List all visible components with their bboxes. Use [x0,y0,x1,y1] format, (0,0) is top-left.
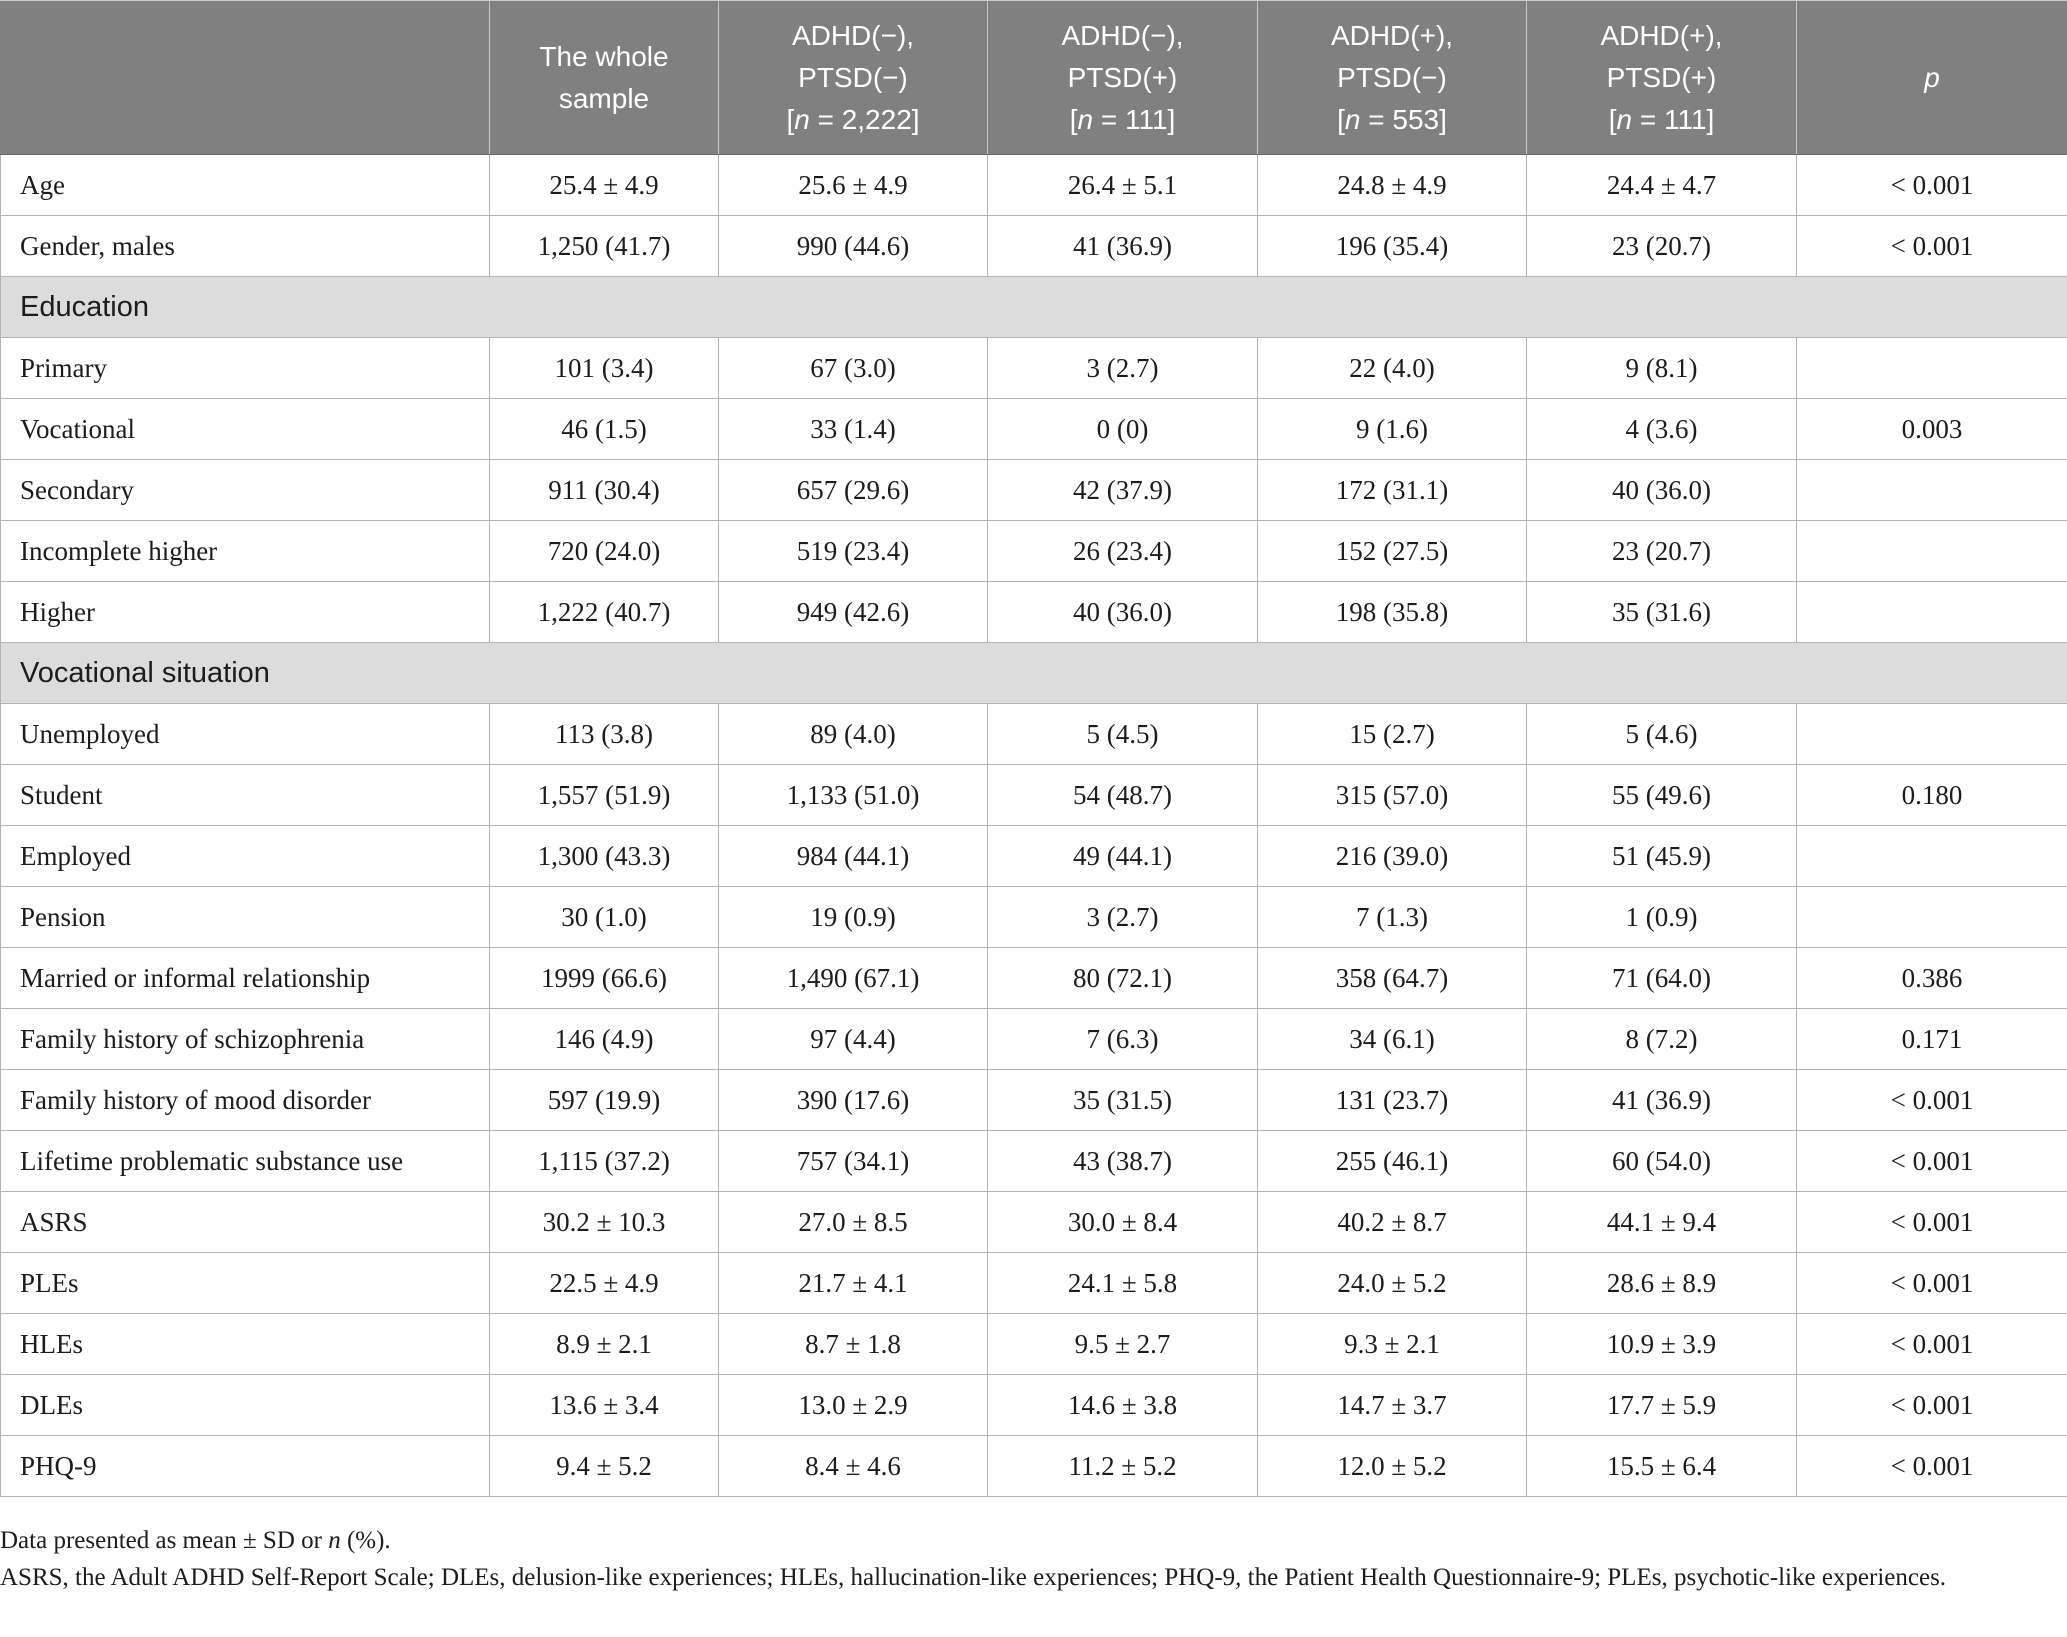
header-cell-adhd-pos-ptsd-pos [1527,1,1797,155]
cell-p-value: < 0.001 [1797,1375,2067,1436]
cell-adhd-neg-ptsd-pos: 0 (0) [988,399,1258,460]
cell-adhd-neg-ptsd-pos: 24.1 ± 5.8 [988,1253,1258,1314]
table-row [1,826,2067,887]
table-row [1,521,2067,582]
header-n: [n = 111] [1608,103,1715,135]
row-label: HLEs [1,1314,490,1375]
cell-adhd-neg-ptsd-pos: 3 (2.7) [988,887,1258,948]
cell-adhd-neg-ptsd-pos: 14.6 ± 3.8 [988,1375,1258,1436]
footnote-abbreviations: ASRS, the Adult ADHD Self-Report Scale; DLEs, delusion-like experiences; HLEs, hallucination-like experiences; PHQ-9, the Patient Health Questionnaire-9; PLEs, psychotic-like experiences. [0,1564,1947,1591]
row-label: Lifetime problematic substance use [1,1131,490,1192]
cell-adhd-neg-ptsd-pos: 42 (37.9) [988,460,1258,521]
cell-adhd-neg-ptsd-pos: 49 (44.1) [988,826,1258,887]
cell-p-value: 0.386 [1797,948,2067,1009]
header-n: [n = 2,222] [786,103,920,135]
header-cell-label [1,1,490,155]
cell-whole-sample: 1,250 (41.7) [490,216,719,277]
cell-p-value: < 0.001 [1797,1192,2067,1253]
table-row [1,399,2067,460]
header-cell-p-value [1797,1,2067,155]
cell-adhd-neg-ptsd-neg: 1,133 (51.0) [719,765,988,826]
cell-p-value [1797,582,2067,643]
cell-p-value: < 0.001 [1797,1314,2067,1375]
header-line: PTSD(−) [798,61,908,93]
section-header-row [1,277,2067,338]
cell-whole-sample: 1,300 (43.3) [490,826,719,887]
footnote-text: Data presented as mean ± SD or [0,1527,329,1554]
header-line: ADHD(−), [791,19,915,51]
cell-adhd-neg-ptsd-pos: 41 (36.9) [988,216,1258,277]
cell-adhd-pos-ptsd-neg: 9.3 ± 2.1 [1258,1314,1527,1375]
cell-adhd-pos-ptsd-neg: 22 (4.0) [1258,338,1527,399]
header-cell-whole-sample [490,1,719,155]
cell-p-value: < 0.001 [1797,1436,2067,1497]
cell-adhd-pos-ptsd-pos: 4 (3.6) [1527,399,1797,460]
cell-adhd-pos-ptsd-neg: 15 (2.7) [1258,704,1527,765]
cell-p-value: < 0.001 [1797,1253,2067,1314]
cell-adhd-pos-ptsd-pos: 5 (4.6) [1527,704,1797,765]
cell-p-value: 0.180 [1797,765,2067,826]
table-row [1,216,2067,277]
row-label: Higher [1,582,490,643]
cell-adhd-neg-ptsd-neg: 1,490 (67.1) [719,948,988,1009]
header-row [1,1,2067,155]
footnote-data-format [0,1522,2040,1559]
cell-p-value [1797,338,2067,399]
cell-p-value [1797,704,2067,765]
cell-adhd-neg-ptsd-neg: 8.7 ± 1.8 [719,1314,988,1375]
cell-whole-sample: 9.4 ± 5.2 [490,1436,719,1497]
header-cell-adhd-pos-ptsd-neg [1258,1,1527,155]
cell-whole-sample: 8.9 ± 2.1 [490,1314,719,1375]
cell-adhd-neg-ptsd-pos: 35 (31.5) [988,1070,1258,1131]
cell-adhd-neg-ptsd-pos: 7 (6.3) [988,1009,1258,1070]
table-header [1,1,2067,155]
cell-adhd-pos-ptsd-pos: 15.5 ± 6.4 [1527,1436,1797,1497]
header-line: ADHD(+), [1600,19,1723,51]
cell-adhd-neg-ptsd-neg: 97 (4.4) [719,1009,988,1070]
cell-p-value: < 0.001 [1797,155,2067,216]
table-row [1,460,2067,521]
cell-whole-sample: 1,222 (40.7) [490,582,719,643]
cell-adhd-pos-ptsd-pos: 23 (20.7) [1527,216,1797,277]
cell-adhd-neg-ptsd-pos: 80 (72.1) [988,948,1258,1009]
footnote-text: (%). [340,1527,391,1554]
header-line: sample [558,82,650,114]
cell-adhd-pos-ptsd-neg: 196 (35.4) [1258,216,1527,277]
cell-adhd-pos-ptsd-pos: 44.1 ± 9.4 [1527,1192,1797,1253]
cell-adhd-neg-ptsd-neg: 657 (29.6) [719,460,988,521]
row-label: PHQ-9 [1,1436,490,1497]
cell-adhd-pos-ptsd-pos: 23 (20.7) [1527,521,1797,582]
cell-whole-sample: 101 (3.4) [490,338,719,399]
cell-adhd-pos-ptsd-neg: 34 (6.1) [1258,1009,1527,1070]
cell-adhd-neg-ptsd-neg: 67 (3.0) [719,338,988,399]
cell-adhd-neg-ptsd-pos: 11.2 ± 5.2 [988,1436,1258,1497]
cell-adhd-pos-ptsd-pos: 8 (7.2) [1527,1009,1797,1070]
table-row [1,1009,2067,1070]
footnote-n-italic: n [328,1527,341,1554]
cell-adhd-pos-ptsd-pos: 9 (8.1) [1527,338,1797,399]
table-row [1,887,2067,948]
row-label: Married or informal relationship [1,948,490,1009]
cell-whole-sample: 911 (30.4) [490,460,719,521]
row-label: Student [1,765,490,826]
table-row [1,1253,2067,1314]
cell-adhd-neg-ptsd-neg: 21.7 ± 4.1 [719,1253,988,1314]
section-header-label: Vocational situation [1,643,2067,704]
table-row [1,1436,2067,1497]
cell-adhd-neg-ptsd-neg: 390 (17.6) [719,1070,988,1131]
cell-adhd-neg-ptsd-pos: 26 (23.4) [988,521,1258,582]
cell-adhd-neg-ptsd-neg: 984 (44.1) [719,826,988,887]
row-label: Secondary [1,460,490,521]
table-row [1,1314,2067,1375]
header-line: ADHD(−), [1061,19,1184,51]
cell-adhd-neg-ptsd-pos: 9.5 ± 2.7 [988,1314,1258,1375]
table-row [1,765,2067,826]
cell-adhd-neg-ptsd-neg: 89 (4.0) [719,704,988,765]
row-label: Gender, males [1,216,490,277]
cell-adhd-neg-ptsd-pos: 54 (48.7) [988,765,1258,826]
cell-adhd-pos-ptsd-neg: 315 (57.0) [1258,765,1527,826]
table-row [1,582,2067,643]
header-line: The whole [539,40,669,72]
cell-whole-sample: 25.4 ± 4.9 [490,155,719,216]
header-n: [n = 111] [1069,103,1176,135]
cell-adhd-neg-ptsd-neg: 27.0 ± 8.5 [719,1192,988,1253]
cell-adhd-pos-ptsd-pos: 40 (36.0) [1527,460,1797,521]
cell-adhd-pos-ptsd-pos: 1 (0.9) [1527,887,1797,948]
cell-whole-sample: 1,115 (37.2) [490,1131,719,1192]
cell-adhd-pos-ptsd-neg: 12.0 ± 5.2 [1258,1436,1527,1497]
cell-adhd-pos-ptsd-neg: 152 (27.5) [1258,521,1527,582]
cell-adhd-pos-ptsd-pos: 60 (54.0) [1527,1131,1797,1192]
row-label: DLEs [1,1375,490,1436]
cell-p-value: 0.171 [1797,1009,2067,1070]
row-label: Age [1,155,490,216]
cell-adhd-neg-ptsd-neg: 25.6 ± 4.9 [719,155,988,216]
cell-p-value: < 0.001 [1797,216,2067,277]
cell-p-value: 0.003 [1797,399,2067,460]
cell-adhd-pos-ptsd-pos: 24.4 ± 4.7 [1527,155,1797,216]
row-label: Family history of mood disorder [1,1070,490,1131]
cell-whole-sample: 13.6 ± 3.4 [490,1375,719,1436]
cell-adhd-neg-ptsd-neg: 13.0 ± 2.9 [719,1375,988,1436]
cell-adhd-neg-ptsd-pos: 3 (2.7) [988,338,1258,399]
cell-whole-sample: 46 (1.5) [490,399,719,460]
row-label: Employed [1,826,490,887]
cell-adhd-pos-ptsd-neg: 9 (1.6) [1258,399,1527,460]
cell-adhd-pos-ptsd-pos: 35 (31.6) [1527,582,1797,643]
cell-adhd-pos-ptsd-pos: 71 (64.0) [1527,948,1797,1009]
cell-adhd-neg-ptsd-neg: 8.4 ± 4.6 [719,1436,988,1497]
cell-adhd-neg-ptsd-neg: 757 (34.1) [719,1131,988,1192]
cell-adhd-pos-ptsd-neg: 255 (46.1) [1258,1131,1527,1192]
cell-adhd-pos-ptsd-pos: 41 (36.9) [1527,1070,1797,1131]
table-body [1,155,2067,1497]
table-row [1,1131,2067,1192]
header-line: PTSD(−) [1337,61,1447,93]
cell-whole-sample: 113 (3.8) [490,704,719,765]
header-p-label: p [1924,61,1940,93]
table-row [1,1375,2067,1436]
cell-p-value [1797,887,2067,948]
cell-whole-sample: 30 (1.0) [490,887,719,948]
table-row [1,155,2067,216]
cell-adhd-pos-ptsd-neg: 14.7 ± 3.7 [1258,1375,1527,1436]
row-label: Family history of schizophrenia [1,1009,490,1070]
section-header-label: Education [1,277,2067,338]
header-line: ADHD(+), [1330,19,1454,51]
header-line: PTSD(+) [1067,61,1178,93]
section-header-row [1,643,2067,704]
header-cell-adhd-neg-ptsd-neg [719,1,988,155]
header-n: [n = 553] [1337,103,1447,135]
cell-adhd-neg-ptsd-pos: 26.4 ± 5.1 [988,155,1258,216]
cell-adhd-neg-ptsd-pos: 43 (38.7) [988,1131,1258,1192]
cell-adhd-pos-ptsd-pos: 17.7 ± 5.9 [1527,1375,1797,1436]
cell-whole-sample: 720 (24.0) [490,521,719,582]
cell-p-value: < 0.001 [1797,1131,2067,1192]
row-label: Pension [1,887,490,948]
cell-adhd-pos-ptsd-neg: 172 (31.1) [1258,460,1527,521]
cell-adhd-pos-ptsd-neg: 24.0 ± 5.2 [1258,1253,1527,1314]
cell-p-value [1797,521,2067,582]
cell-adhd-pos-ptsd-neg: 131 (23.7) [1258,1070,1527,1131]
cell-whole-sample: 1999 (66.6) [490,948,719,1009]
row-label: ASRS [1,1192,490,1253]
cell-adhd-pos-ptsd-neg: 198 (35.8) [1258,582,1527,643]
table-row [1,338,2067,399]
cell-adhd-neg-ptsd-neg: 949 (42.6) [719,582,988,643]
row-label: Vocational [1,399,490,460]
cell-adhd-pos-ptsd-pos: 51 (45.9) [1527,826,1797,887]
cell-p-value [1797,826,2067,887]
cell-adhd-neg-ptsd-neg: 33 (1.4) [719,399,988,460]
cell-p-value [1797,460,2067,521]
row-label: Incomplete higher [1,521,490,582]
cell-whole-sample: 22.5 ± 4.9 [490,1253,719,1314]
cell-adhd-pos-ptsd-neg: 216 (39.0) [1258,826,1527,887]
header-line: PTSD(+) [1606,61,1717,93]
cell-adhd-neg-ptsd-pos: 40 (36.0) [988,582,1258,643]
table-row [1,948,2067,1009]
table-row [1,704,2067,765]
cell-adhd-pos-ptsd-pos: 10.9 ± 3.9 [1527,1314,1797,1375]
cell-whole-sample: 1,557 (51.9) [490,765,719,826]
table-footnotes [0,1522,2040,1596]
cell-whole-sample: 597 (19.9) [490,1070,719,1131]
cell-adhd-pos-ptsd-neg: 358 (64.7) [1258,948,1527,1009]
cell-whole-sample: 146 (4.9) [490,1009,719,1070]
cell-adhd-neg-ptsd-pos: 30.0 ± 8.4 [988,1192,1258,1253]
row-label: Primary [1,338,490,399]
cell-adhd-pos-ptsd-neg: 24.8 ± 4.9 [1258,155,1527,216]
cell-adhd-pos-ptsd-pos: 55 (49.6) [1527,765,1797,826]
cell-adhd-pos-ptsd-pos: 28.6 ± 8.9 [1527,1253,1797,1314]
cell-whole-sample: 30.2 ± 10.3 [490,1192,719,1253]
row-label: PLEs [1,1253,490,1314]
table-row [1,1070,2067,1131]
cell-adhd-neg-ptsd-pos: 5 (4.5) [988,704,1258,765]
cell-adhd-pos-ptsd-neg: 7 (1.3) [1258,887,1527,948]
cell-p-value: < 0.001 [1797,1070,2067,1131]
table-row [1,1192,2067,1253]
cell-adhd-neg-ptsd-neg: 19 (0.9) [719,887,988,948]
cell-adhd-pos-ptsd-neg: 40.2 ± 8.7 [1258,1192,1527,1253]
header-cell-adhd-neg-ptsd-pos [988,1,1258,155]
row-label: Unemployed [1,704,490,765]
cell-adhd-neg-ptsd-neg: 990 (44.6) [719,216,988,277]
cell-adhd-neg-ptsd-neg: 519 (23.4) [719,521,988,582]
